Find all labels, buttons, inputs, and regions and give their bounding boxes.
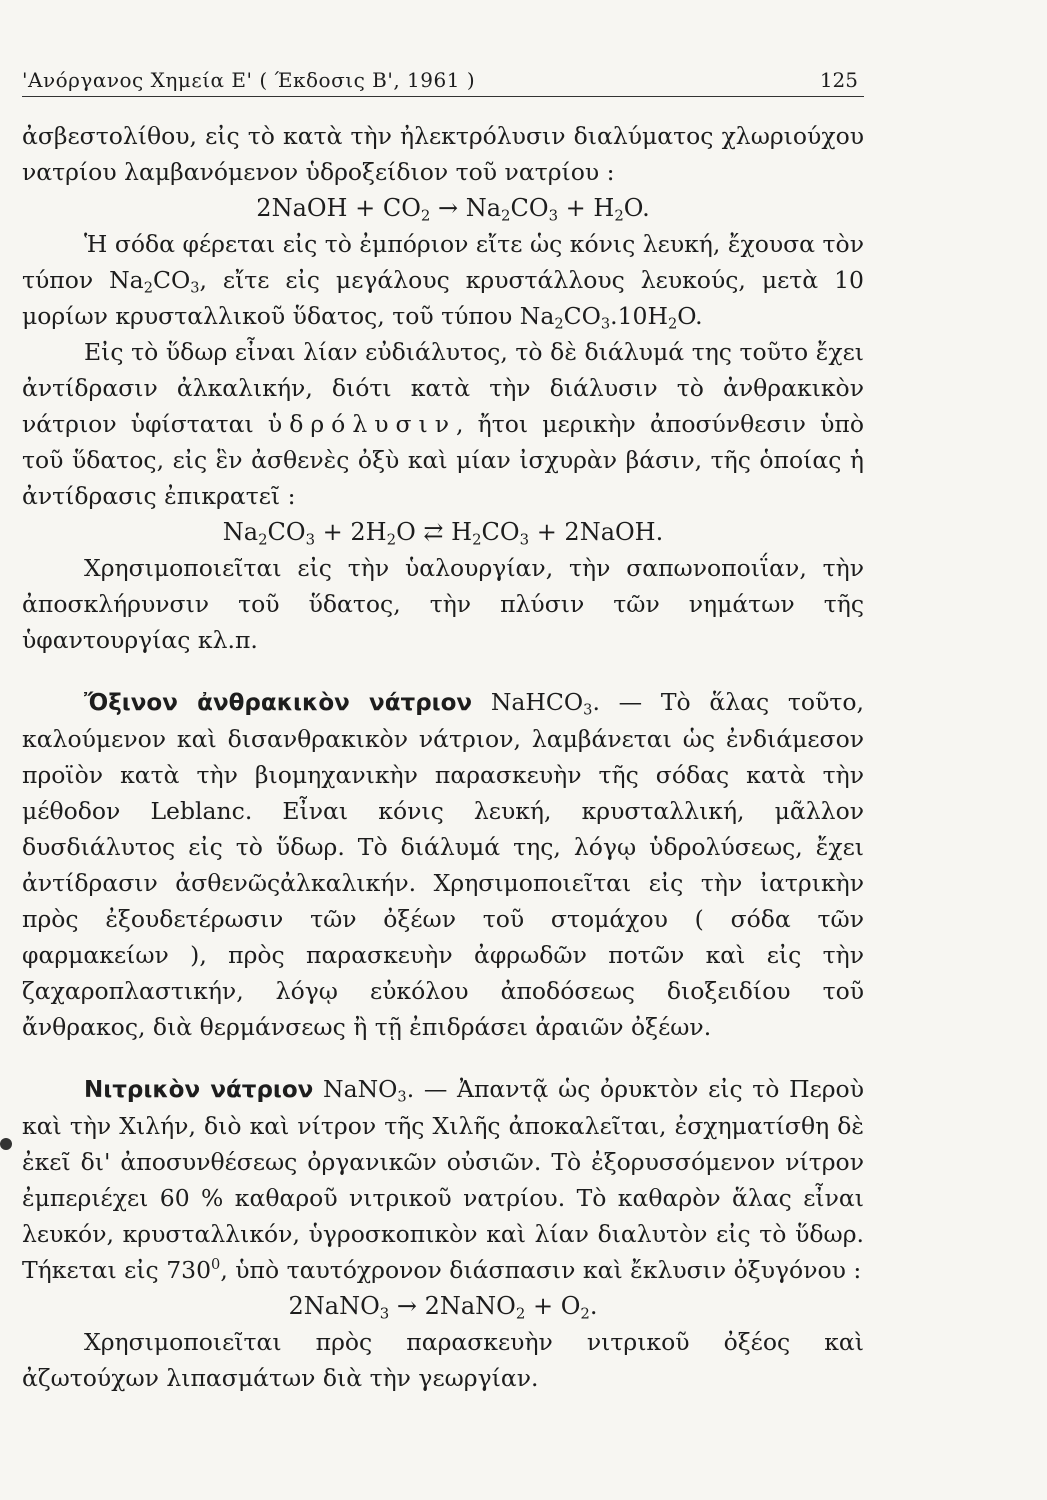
superscript: 0: [211, 1256, 221, 1274]
formula-part: CO: [152, 266, 191, 294]
paragraph-text: Χρησιμοποιεῖται πρὸς παρασκευὴν νιτρικοῦ ὀξέος καὶ ἀζωτούχων λιπασμάτων διὰ τὴν γεωργίαν.: [22, 1328, 864, 1392]
subscript: 2: [554, 315, 564, 333]
formula-part: CO: [563, 302, 601, 330]
subscript: 2: [515, 1304, 526, 1323]
paragraph-text: , ἤτοι μερικὴν ἀποσύνθεσιν ὑπὸ τοῦ ὕδατος, εἰς ἓν ἀσθενὲς ὀξὺ καὶ μίαν ἰσχυρὰν βάσιν, τῆς ὁποίας ἡ ἀντίδρασις ἐπικρατεῖ :: [22, 410, 864, 510]
eq-part: 2NaNO: [288, 1292, 380, 1320]
eq-part: CO: [267, 518, 306, 546]
subscript: 3: [583, 701, 593, 719]
paragraph-nitrate-uses: [22, 1324, 864, 1396]
section-sodium-bicarbonate: [22, 684, 864, 1045]
eq-part: CO: [481, 518, 520, 546]
paragraph-text: Ἡ σόδα φέρεται εἰς τὸ ἐμπόριον εἴτε ὡς κόνις λευκή, ἔχουσα τὸν τύπον Na: [22, 230, 864, 294]
running-title: 'Ανόργανος Χημεία Ε' ( Έκδοσις Β', 1961 ): [22, 68, 476, 92]
spaced-term-hydrolysis: ὑδρόλυσιν: [267, 410, 457, 438]
subscript: 3: [600, 315, 611, 333]
section-title-nitrate: Νιτρικὸν νάτριον: [84, 1077, 314, 1103]
eq-part: O ⇄ H: [396, 518, 473, 546]
section-gap: [22, 1045, 864, 1071]
paragraph-text: , εἴτε εἰς μεγάλους κρυστάλλους λευκούς, μετὰ 10 μορίων κρυσταλλικοῦ ὕδατος, τοῦ τύπου Na: [22, 266, 864, 330]
subscript: 2: [501, 206, 511, 225]
eq-part: CO: [510, 194, 549, 222]
page-body: [22, 118, 864, 1396]
eq-part: + 2NaOH.: [529, 518, 664, 546]
subscript: 2: [472, 530, 482, 549]
subscript: 3: [548, 206, 559, 225]
section-title-bicarbonate: Ὄξινον ἀνθρακικὸν νάτριον: [84, 690, 473, 716]
page-header: [22, 58, 864, 97]
eq-part: → Na: [430, 194, 502, 222]
paragraph-hydrolysis: [22, 334, 864, 514]
subscript: 2: [386, 530, 397, 549]
formula-part: NaHCO: [490, 688, 584, 716]
subscript: 2: [420, 206, 431, 225]
paragraph-soda-uses: [22, 550, 864, 658]
paragraph-text: , ὑπὸ ταυτόχρονον διάσπασιν καὶ ἔκλυσιν ὀξυγόνου :: [220, 1256, 862, 1284]
eq-part: 2NaOH + CO: [256, 194, 421, 222]
subscript: 2: [258, 530, 268, 549]
formula-part: O.: [677, 302, 703, 330]
formula-part: NaNO: [323, 1075, 398, 1103]
eq-part: + O: [525, 1292, 581, 1320]
subscript: 2: [580, 1304, 590, 1323]
equation-sodium-hydroxide-carbonation: [22, 190, 864, 226]
paragraph-text: — Ἀπαντᾷ ὡς ὀρυκτὸν εἰς τὸ Περοὺ καὶ τὴν Χιλήν, διὸ καὶ νίτρον τῆς Χιλῆς ἀποκαλεῖται, ἐσχηματίσθη δὲ ἐκεῖ δι' ἀποσυνθέσεως ὀργανικῶν οὐσιῶν. Τὸ ἐξορυσσόμενον νίτρον ἐμπεριέχει 60 % καθαροῦ νιτρικοῦ νατρίου. Τὸ καθαρὸν ἅλας εἶναι λευκόν, κρυσταλλικόν, ὑγροσκοπικὸν καὶ λίαν διαλυτὸν εἰς τὸ ὕδωρ. Τήκεται εἰς 730: [22, 1075, 864, 1284]
page-number: 125: [819, 68, 858, 92]
subscript: 2: [614, 206, 624, 225]
subscript: 3: [305, 530, 316, 549]
subscript: 3: [190, 279, 200, 297]
subscript: 2: [143, 279, 153, 297]
paragraph-text: Χρησιμοποιεῖται εἰς τὴν ὑαλουργίαν, τὴν σαπωνοποιΐαν, τὴν ἀποσκλήρυνσιν τοῦ ὕδατος, τὴν πλύσιν τῶν νημάτων τῆς ὑφαντουργίας κλ.π.: [22, 554, 864, 654]
subscript: 3: [379, 1304, 390, 1323]
eq-part: → 2NaNO: [389, 1292, 516, 1320]
paragraph-intro: [22, 118, 864, 190]
eq-part: Na: [222, 518, 259, 546]
subscript: 2: [668, 315, 678, 333]
section-gap: [22, 658, 864, 684]
formula-part: .10H: [610, 302, 668, 330]
paragraph-text: ἀσβεστολίθου, εἰς τὸ κατὰ τὴν ἠλεκτρόλυσιν διαλύματος χλωριούχου νατρίου λαμβανόμενον ὑδροξείδιον τοῦ νατρίου :: [22, 122, 864, 186]
subscript: 3: [397, 1088, 407, 1106]
paragraph-soda-forms: [22, 226, 864, 334]
equation-hydrolysis: [22, 514, 864, 550]
formula-part: .: [406, 1075, 415, 1103]
paragraph-text: — Τὸ ἅλας τοῦτο, καλούμενον καὶ δισανθρακικὸν νάτριον, λαμβάνεται ὡς ἐνδιάμεσον προϊὸν κατὰ τὴν βιομηχανικὴν παρασκευὴν τῆς σόδας κατὰ τὴν μέθοδον Leblanc. Εἶναι κόνις λευκή, κρυσταλλική, μᾶλλον δυσδιάλυτος εἰς τὸ ὕδωρ. Τὸ διάλυμά της, λόγῳ ὑδρολύσεως, ἔχει ἀντίδρασιν ἀσθενῶςἀλκαλικήν. Χρησιμοποιεῖται εἰς τὴν ἰατρικὴν πρὸς ἐξουδετέρωσιν τῶν ὀξέων τοῦ στομάχου ( σόδα τῶν φαρμακείων ), πρὸς παρασκευὴν ἀφρωδῶν ποτῶν καὶ εἰς τὴν ζαχαροπλαστικήν, λόγῳ εὐκόλου ἀποδόσεως διοξειδίου τοῦ ἄνθρακος, διὰ θερμάνσεως ἢ τῇ ἐπιδράσει ἀραιῶν ὀξέων.: [22, 688, 864, 1041]
paragraph-text: Εἰς τὸ ὕδωρ εἶναι λίαν εὐδιάλυτος, τὸ δὲ διάλυμά της τοῦτο ἔχει ἀντίδρασιν ἀλκαλικήν, διότι κατὰ τὴν διάλυσιν τὸ ἀνθρακικὸν νάτριον ὑφίσταται: [22, 338, 864, 438]
subscript: 3: [519, 530, 530, 549]
eq-part: + H: [558, 194, 615, 222]
eq-part: + 2H: [315, 518, 387, 546]
eq-part: O.: [623, 194, 650, 222]
formula-part: .: [592, 688, 600, 716]
eq-part: .: [589, 1292, 598, 1320]
equation-nitrate-decomposition: [22, 1288, 864, 1324]
margin-ink-dot: [0, 1138, 12, 1150]
section-sodium-nitrate: [22, 1071, 864, 1288]
